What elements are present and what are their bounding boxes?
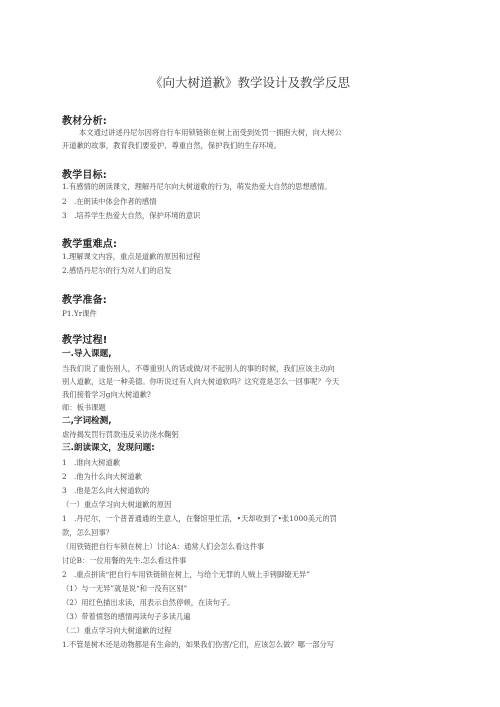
intro-line: 师：板书课题 (62, 403, 106, 412)
question-line: 2 .他为什么向大树道歉 (62, 472, 142, 481)
subheading-read: 三.朗读课文，发现问题: (62, 443, 155, 453)
question-line: （用铁链把自行车锁在树上）讨论A：通常人们会怎么看这件事 (62, 542, 265, 551)
question-line: 1.不管是树木还是动物都是有生命的，如果我们伤害/它们，应该怎么做？哪一部分写 (62, 640, 335, 649)
keypoint-line: 1.理解课文内容，重点是道歉的原因和过程 (62, 252, 201, 261)
question-line: （二）重点学习向大树道歉的过程 (62, 626, 172, 635)
keypoint-line: 2.感悟丹尼尔的行为对人们的启发 (62, 266, 172, 275)
question-line: 1 .谁向大树道歉 (62, 458, 121, 467)
question-line: 1 .丹尼尔，一个普普通通的生意人，在餐馆里忙活，•天却收到了•张1000美元的罚 (62, 514, 337, 523)
prep-line: P1.Yr课件 (62, 309, 97, 318)
question-line: （2）用红色描出求读，用表示自然停顿，在读句子。 (62, 598, 235, 607)
intro-line: 我们接着学习g向大树道歉? (62, 390, 151, 399)
heading-prep: 教学准备: (62, 295, 107, 306)
question-line: 款，怎么回事？ (62, 528, 114, 537)
question-line: （一）重点学习向大树道歉的原因 (62, 500, 172, 509)
intro-line: 别人道歉，这是一种美德。你听说过有人向大树道软吗？这究竟是怎么一回事呢？今天 (62, 377, 340, 386)
analysis-line: 本文通过讲述丹尼尔因将自行车用锁链锁在树上而受到处罚一拥抱大树，向大树公 (79, 128, 342, 137)
goal-line: 3 .培养学生热爱大自然，保护环境的意识 (62, 211, 201, 220)
heading-goals: 教学目标: (62, 170, 107, 181)
goal-line: 1.有感情的朗读课文，理解丹尼尔向大树道歌的行为，萌发热爱大自然的思想感情。 (62, 182, 332, 191)
intro-line: 当我们说了重伤别人，不尊重别人的话或做/对不起别人的事的时候，我们应该主动向 (62, 364, 335, 373)
subheading-intro: 一.导入课题, (62, 349, 112, 359)
heading-analysis: 教材分析: (62, 116, 107, 127)
words-line: 虐待揭发罚行罚款违反采访浇水鞠躬 (62, 430, 179, 439)
document-title: 《向大树道歉》教学设计及教学反思 (149, 75, 350, 90)
heading-process: 教学过程! (62, 335, 108, 346)
analysis-line: 开道歉的故事，教育我们要爱护、尊重自然，保护我们的生存环境。 (62, 141, 281, 150)
subheading-words: 二,字词检测, (62, 416, 112, 426)
heading-keypoints: 教学重难点: (62, 239, 118, 250)
goal-line: 2 .在朗读中体会作者的感情 (62, 197, 157, 206)
question-line: 讨论B：一位用餐的先牛.怎么看这件事 (62, 556, 187, 565)
question-line: 2 .重点拼读“把自行车用铁链锁在树上，与给个无罪的人贼上手铐脚镣无异” (62, 570, 310, 579)
question-line: 3 .他是怎么向大树道软的 (62, 486, 150, 495)
question-line: （3）带着愤怒的感情再读句子多读几遍 (62, 612, 191, 621)
question-line: （1）与一无异”就是说“和一没有区别” (62, 584, 188, 593)
